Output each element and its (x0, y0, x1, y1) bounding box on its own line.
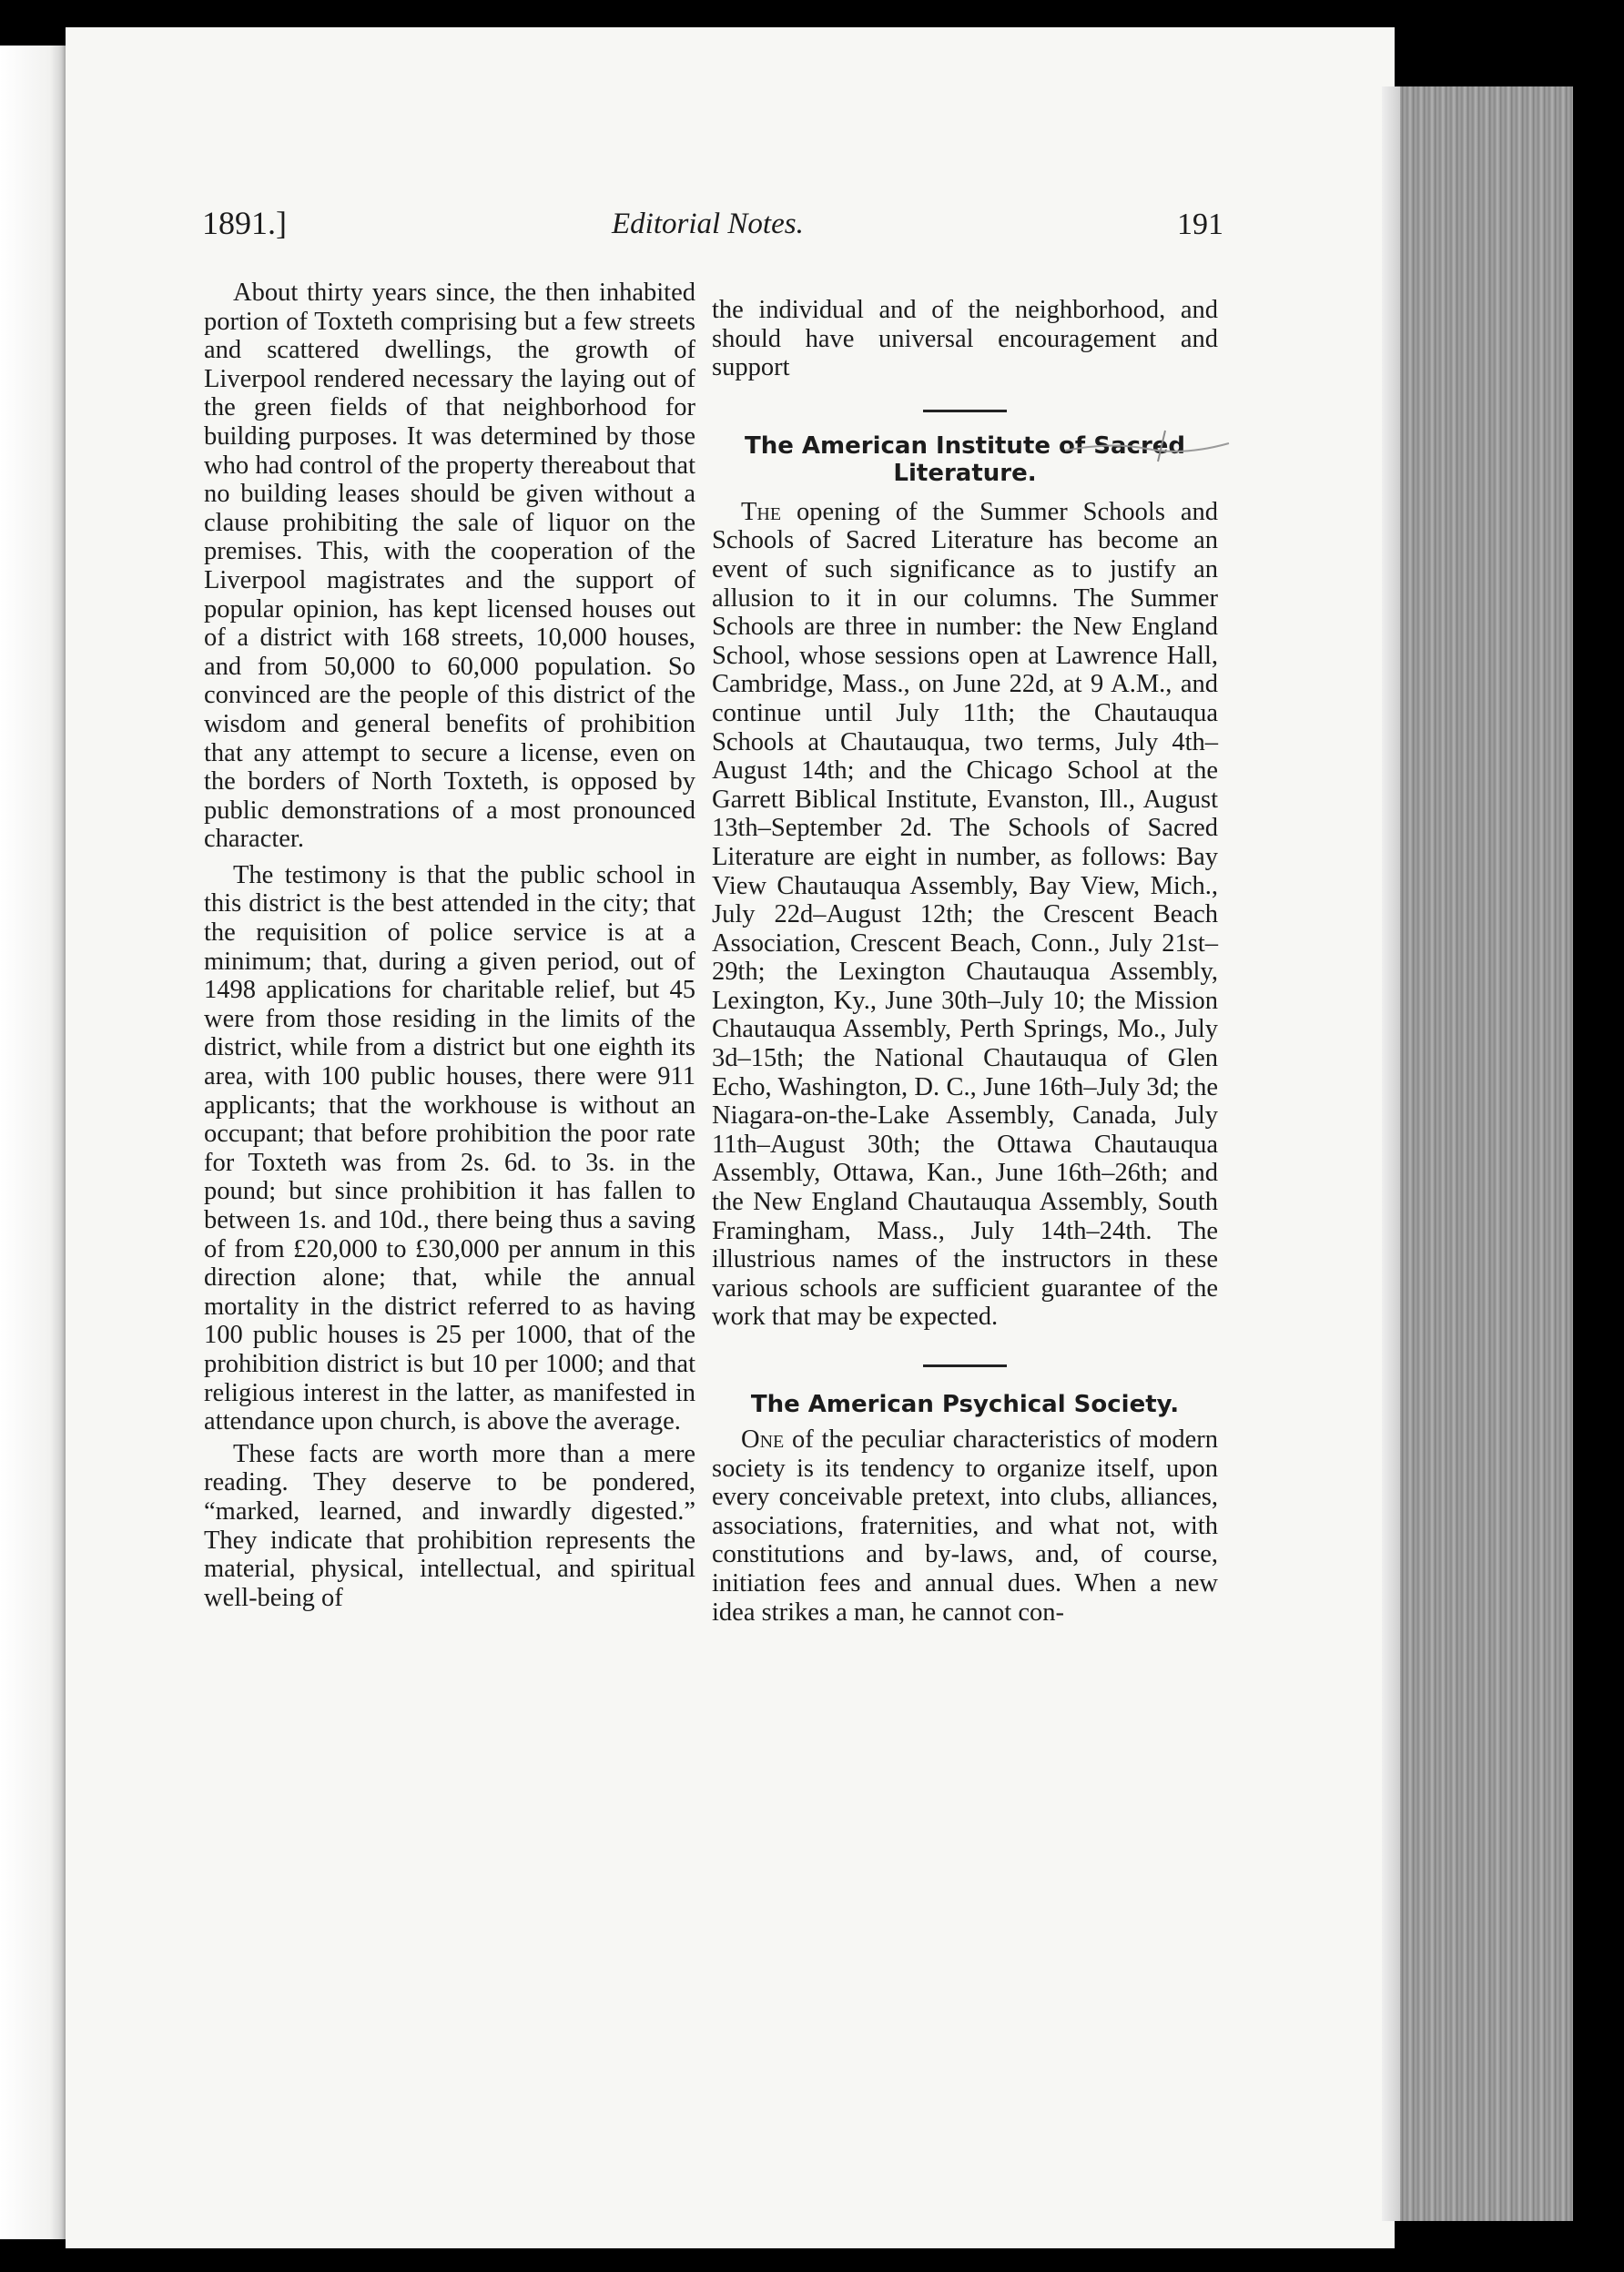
page-block-edge (1387, 86, 1573, 2221)
page-number: 191 (1177, 208, 1223, 241)
running-head-year: 1891.] (202, 205, 287, 241)
paragraph-continuation: the individual and of the neighborhood, and should have universal encouragement and support (712, 296, 1218, 382)
section-heading-sacred-literature: The American Institute of Sacred Literature. (744, 431, 1186, 487)
section-divider (923, 1364, 1007, 1367)
paragraph-toxteth: About thirty years since, the then inhabited portion of Toxteth comprising but a few streets and scattered dwellings, the growth of Liverpool rendered necessary the laying out of the green fields of that neighborhood for building purposes. It was determined by those who had control of the property thereabout that no building leases should be given without a clause prohibiting the sale of liquor on the premises. This, with the cooperation of the Liverpool magistrates and the support of popular opinion, has kept licensed houses out of a district with 168 streets, 10,000 houses, and from 50,000 to 60,000 population. So convinced are the people of this district of the wisdom and general benefits of prohibition that any attempt to secure a license, even on the borders of North Toxteth, is opposed by public demonstrations of a most pronounced character. (204, 279, 695, 854)
paragraph-facts: These facts are worth more than a mere reading. They deserve to be pondered, “marked, learned, and inwardly digested.” They indicate that prohibition represents the material, physical, intellectual, and spiritual well-being of (204, 1439, 695, 1612)
lead-word: The (741, 497, 782, 526)
paragraph-summer-schools (712, 498, 1218, 1332)
paragraph-psychical (712, 1425, 1218, 1627)
paragraph-testimony: The testimony is that the public school in this district is the best attended in the city; that the requisition of police service is at a minimum; that, during a given period, out of 1498 applications for charitable relief, but 45 were from those residing in the limits of the district, while from a district but one eighth its area, with 100 public houses, there were 911 applicants; that the workhouse is without an occupant; that before prohibition the poor rate for Toxteth was from 2s. 6d. to 3s. in the pound; but since prohibition it has fallen to between 1s. and 10d., there being thus a saving of from £20,000 to £30,000 per annum in this direction alone; that, while the annual mortality in the district referred to as having 100 public houses is 25 per 1000, that of the prohibition district is but 10 per 1000; and that religious interest in the latter, as manifested in attendance upon church, is above the average. (204, 860, 695, 1436)
running-head-title: Editorial Notes. (612, 208, 804, 240)
right-column (712, 296, 1218, 1627)
paragraph-body: opening of the Summer Schools and Schools of Sacred Literature has become an event of such significance as to justify an allusion to it in our columns. The Summer Schools are three in number: the New England School, whose sessions open at Lawrence Hall, Cambridge, Mass., on June 22d, at 9 A.M., and continue until July 11th; the Chautauqua Schools at Chautauqua, two terms, July 4th–August 14th; and the Chicago School at the Garrett Biblical Institute, Evanston, Ill., August 13th–September 2d. The Schools of Sacred Literature are eight in number, as follows: Bay View Chautauqua Assembly, Bay View, Mich., July 22d–August 12th; the Crescent Beach Association, Crescent Beach, Conn., July 21st–29th; the Lexington Chautauqua Assembly, Lexington, Ky., June 30th–July 10; the Mission Chautauqua Assembly, Perth Springs, Mo., July 3d–15th; the National Chautauqua of Glen Echo, Washington, D. C., June 16th–July 3d; the Niagara-on-the-Lake Assembly, Canada, July 11th–August 30th; the Ottawa Chautauqua Assembly, Ottawa, Kan., June 16th–26th; and the New England Chautauqua Assembly, South Framingham, Mass., July 14th–24th. The illustrious names of the instructors in these various schools are sufficient guarantee of the work that may be expected. (712, 497, 1219, 1332)
section-heading-psychical-society: The American Psychical Society. (750, 1391, 1180, 1418)
paragraph-body: of the peculiar characteristics of modern society is its tendency to organize itself, upon every conceivable pretext, into clubs, alliances, associations, fraternities, and what not, with constitutions and by-laws, and, of course, initiation fees and annual dues. When a new idea strikes a man, he cannot con- (712, 1425, 1219, 1627)
left-column (204, 279, 695, 1612)
left-page-edge (0, 46, 71, 2239)
running-head (202, 204, 1223, 259)
pencil-mark (1056, 423, 1238, 469)
section-divider (923, 410, 1007, 412)
lead-word: One (741, 1425, 785, 1454)
